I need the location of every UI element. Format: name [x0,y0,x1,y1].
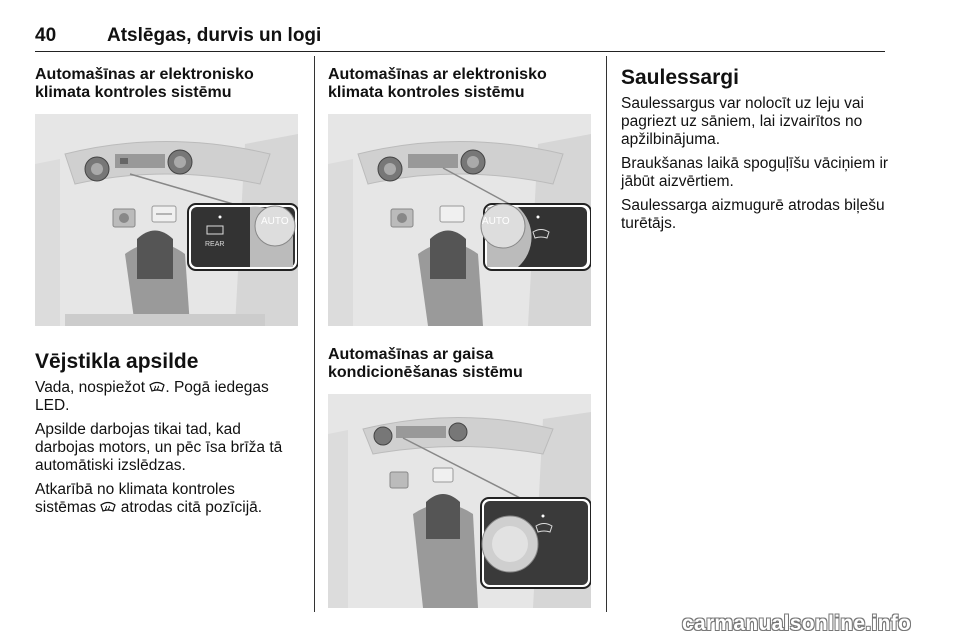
paragraph-text: . Pogā iedegas LED. [35,379,269,414]
section-title-sun-visors: Saulessargi [621,66,739,89]
subheading-electronic-climate: Automašīnas ar elektronisko klimata kontroles sistēmu [328,66,547,101]
paragraph-1: Saulessargus var nolocīt uz leju vai pagriezt uz sāniem, lai izvairītos no apžilbinājuma. [621,95,864,148]
auto-knob-label: AUTO [482,216,510,227]
subheading-air-conditioning: Automašīnas ar gaisa kondicionēšanas sistēmu [328,346,523,381]
paragraph-text: Vada, nospiežot [35,379,150,396]
windscreen-heater-icon [149,380,165,392]
column-right [621,66,891,239]
column-left [35,66,300,523]
column-divider [606,56,607,612]
running-title: Atslēgas, durvis un logi [107,25,322,46]
paragraph-3 [35,481,300,517]
paragraph-3: Saulessarga aizmugurē atrodas biļešu turētājs. [621,197,885,232]
paragraph-text: Atkarībā no klimata kontroles sistēmas [35,481,235,516]
page-header [35,25,885,51]
paragraph-2: Braukšanas laikā spoguļīšu vāciņiem ir jābūt aizvērtiem. [621,155,889,190]
figure-windscreen-heater-button-electronic [328,114,591,326]
windscreen-heater-icon [100,500,116,512]
paragraph-text: atrodas citā pozīcijā. [116,499,263,516]
page-number: 40 [35,25,57,46]
paragraph-2: Apsilde darbojas tikai tad, kad darbojas motors, un pēc īsa brīža tā automātiski izslēdzas. [35,421,283,474]
figure-rear-window-heater-button [35,114,298,326]
column-middle [328,66,593,608]
subheading-electronic-climate: Automašīnas ar elektronisko klimata kontroles sistēmu [35,66,254,101]
section-title-windscreen-heating: Vējstikla apsilde [35,350,199,373]
paragraph-1 [35,379,300,415]
auto-knob-label: AUTO [261,216,289,227]
figure-windscreen-heater-button-aircon [328,394,591,608]
watermark: carmanualsonline.info [682,612,912,635]
rear-button-label: REAR [205,241,225,248]
header-rule [35,51,885,52]
column-divider [314,56,315,612]
